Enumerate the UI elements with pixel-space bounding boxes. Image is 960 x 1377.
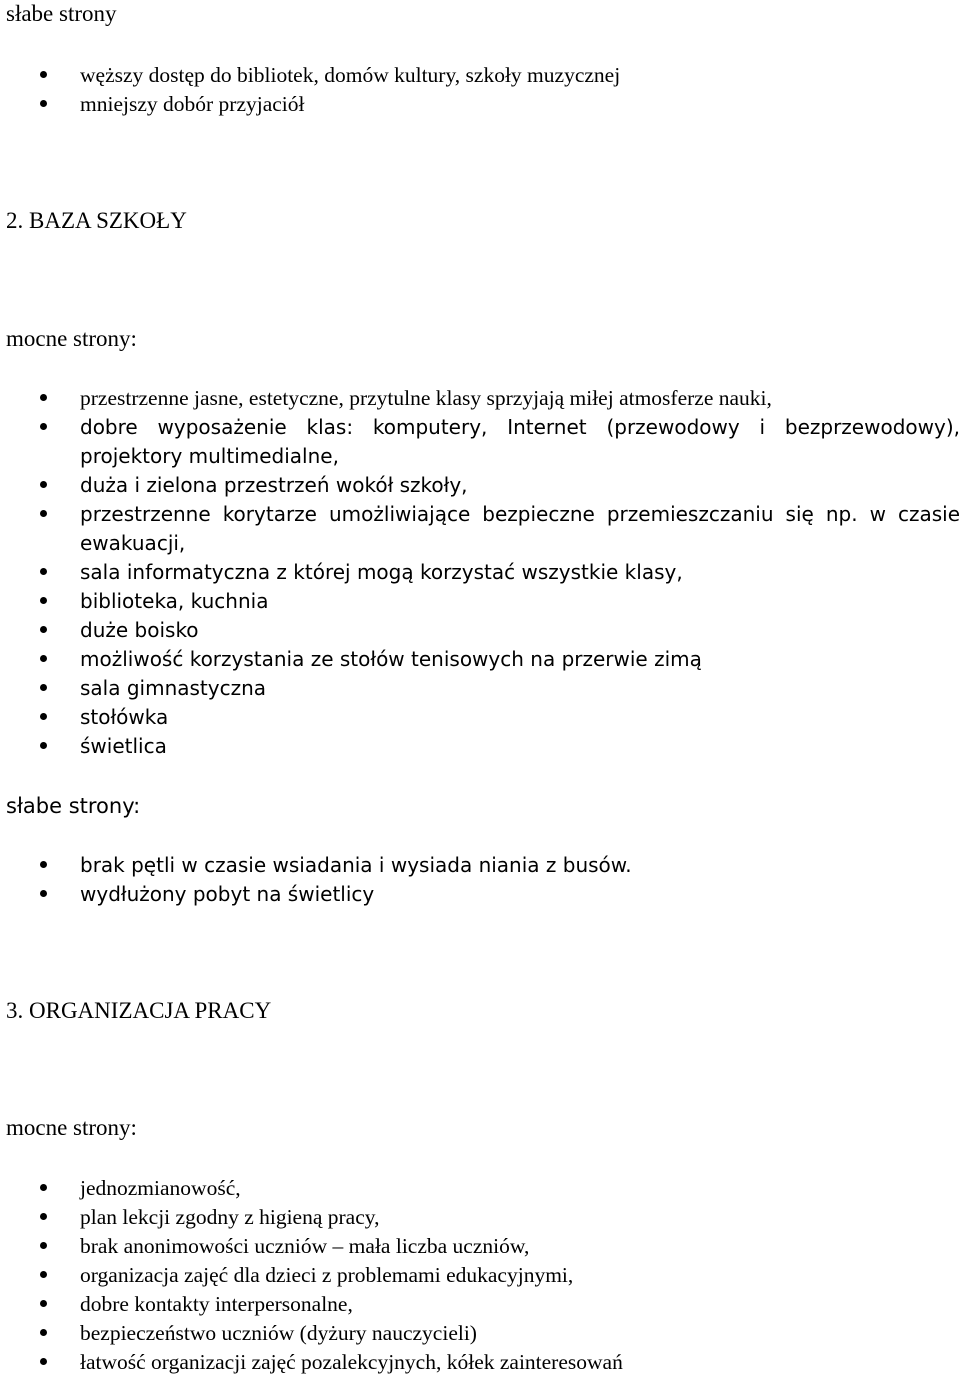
bullet-icon xyxy=(40,626,47,633)
bullet-icon xyxy=(40,655,47,662)
bullet-icon xyxy=(40,684,47,691)
bullet-icon xyxy=(40,71,47,78)
list-item: wydłużony pobyt na świetlicy xyxy=(80,882,375,906)
bullet-icon xyxy=(40,861,47,868)
list-item: duża i zielona przestrzeń wokół szkoły, xyxy=(80,473,468,497)
bullet-icon xyxy=(40,510,47,517)
bullet-icon xyxy=(40,890,47,897)
bullet-icon xyxy=(40,1242,47,1249)
bullet-icon xyxy=(40,481,47,488)
list-item: stołówka xyxy=(80,705,169,729)
bullet-icon xyxy=(40,1300,47,1307)
list-item: dobre kontakty interpersonalne, xyxy=(80,1292,353,1316)
bullet-icon xyxy=(40,1358,47,1365)
list-item-continuation: ewakuacji, xyxy=(80,531,186,555)
list-item: duże boisko xyxy=(80,618,199,642)
list-item-continuation: projektory multimedialne, xyxy=(80,444,339,468)
list-item: sala gimnastyczna xyxy=(80,676,267,700)
list-item: sala informatyczna z której mogą korzystać wszystkie klasy, xyxy=(80,560,683,584)
bullet-icon xyxy=(40,568,47,575)
list-item: plan lekcji zgodny z higieną pracy, xyxy=(80,1205,380,1229)
section-heading-weak: słabe strony xyxy=(6,1,117,26)
bullet-icon xyxy=(40,742,47,749)
list-item: węższy dostęp do bibliotek, domów kultury, szkoły muzycznej xyxy=(80,63,621,87)
bullet-icon xyxy=(40,1184,47,1191)
strong-points-heading: mocne strony: xyxy=(6,1115,137,1140)
list-item: brak pętli w czasie wsiadania i wysiada niania z busów. xyxy=(80,853,632,877)
list-item: możliwość korzystania ze stołów tenisowych na przerwie zimą xyxy=(80,647,702,671)
list-item: łatwość organizacji zajęć pozalekcyjnych, kółek zainteresowań xyxy=(80,1350,623,1374)
bullet-icon xyxy=(40,1329,47,1336)
list-item: bezpieczeństwo uczniów (dyżury nauczycieli) xyxy=(80,1321,477,1345)
bullet-icon xyxy=(40,423,47,430)
bullet-icon xyxy=(40,1213,47,1220)
list-item: przestrzenne jasne, estetyczne, przytulne klasy sprzyjają miłej atmosferze nauki, xyxy=(80,386,772,410)
list-item: mniejszy dobór przyjaciół xyxy=(80,92,305,116)
weak-points-heading: słabe strony: xyxy=(6,794,141,818)
list-item: świetlica xyxy=(80,734,167,758)
bullet-icon xyxy=(40,100,47,107)
section-title: 2. BAZA SZKOŁY xyxy=(6,208,187,233)
bullet-icon xyxy=(40,394,47,401)
list-item: jednozmianowość, xyxy=(80,1176,241,1200)
section-title: 3. ORGANIZACJA PRACY xyxy=(6,998,272,1023)
bullet-icon xyxy=(40,1271,47,1278)
list-item: biblioteka, kuchnia xyxy=(80,589,269,613)
list-item: organizacja zajęć dla dzieci z problemami edukacyjnymi, xyxy=(80,1263,574,1287)
list-item: dobre wyposażenie klas: komputery, Internet (przewodowy i bezprzewodowy), xyxy=(80,415,960,439)
list-item: brak anonimowości uczniów – mała liczba uczniów, xyxy=(80,1234,530,1258)
list-item: przestrzenne korytarze umożliwiające bezpieczne przemieszczaniu się np. w czasie xyxy=(80,502,960,526)
bullet-icon xyxy=(40,713,47,720)
strong-points-heading: mocne strony: xyxy=(6,326,137,351)
bullet-icon xyxy=(40,597,47,604)
